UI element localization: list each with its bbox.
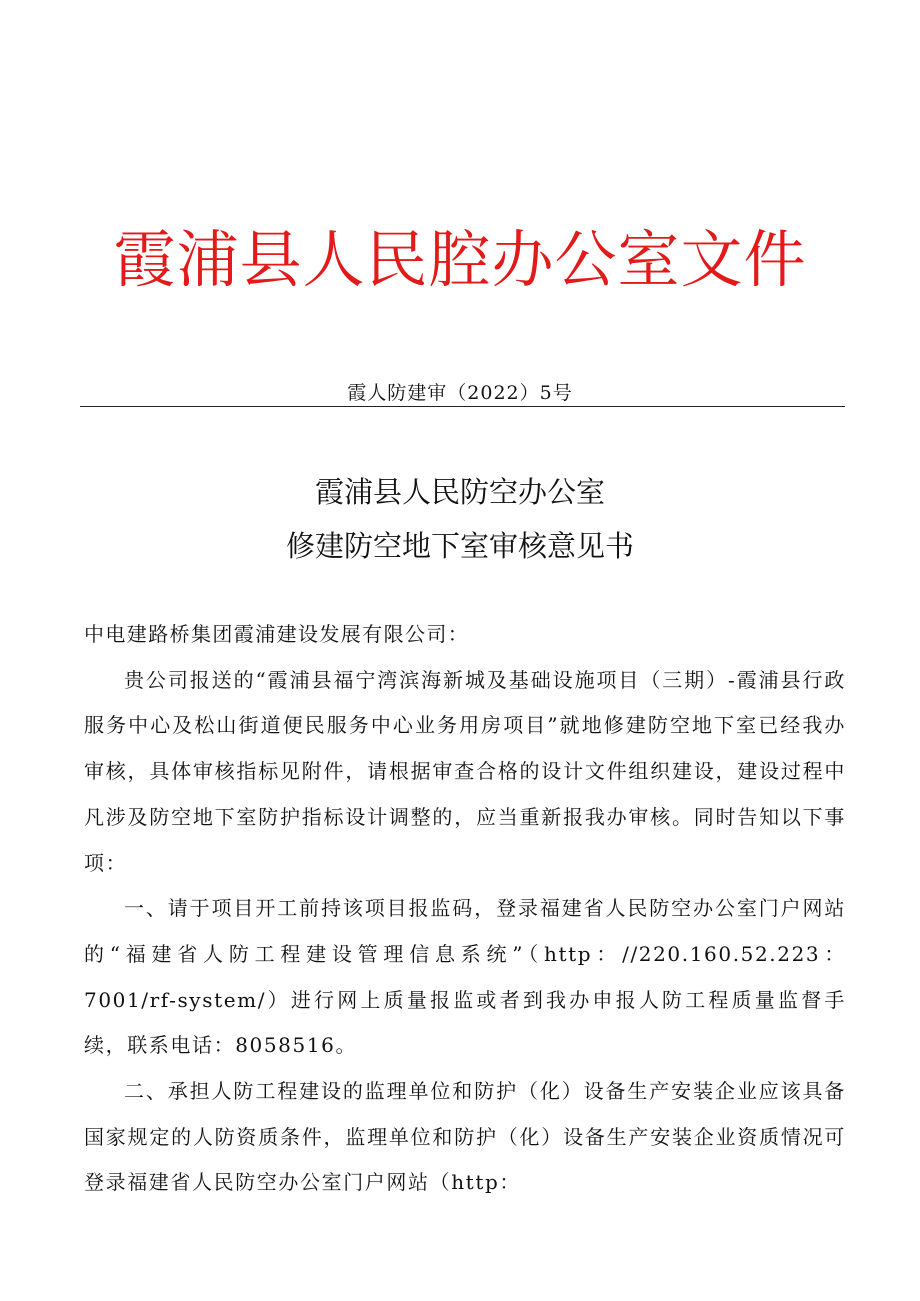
- document-title-line-2: 修建防空地下室审核意见书: [285, 529, 634, 563]
- document-body: [84, 612, 846, 1206]
- body-paragraph-item-1: 一、请于项目开工前持该项目报监码，登录福建省人民防空办公室门户网站的“福建省人防工程建设管理信息系统”（http：//220.160.52.223：7001/rf-system/）进行网上质量报监或者到我办申报人防工程质量监督手续，联系电话：8058516。: [84, 896, 846, 1058]
- body-paragraph-intro: 贵公司报送的“霞浦县福宁湾滨海新城及基础设施项目（三期）-霞浦县行政服务中心及松山街道便民服务中心业务用房项目”就地修建防空地下室已经我办审核，具体审核指标见附件，请根据审查合格的设计文件组织建设，建设过程中凡涉及防空地下室防护指标设计调整的，应当重新报我办审核。同时告知以下事项：: [84, 667, 846, 875]
- header-divider: [80, 406, 845, 407]
- document-number: 霞人防建审（2022）5号: [347, 382, 573, 404]
- document-title-line-1: 霞浦县人民防空办公室: [314, 475, 605, 509]
- salutation: 中电建路桥集团霞浦建设发展有限公司：: [84, 622, 470, 646]
- masthead-title: 霞浦县人民腔办公室文件: [113, 223, 807, 296]
- body-paragraph-item-2: 二、承担人防工程建设的监理单位和防护（化）设备生产安装企业应该具备国家规定的人防资质条件，监理单位和防护（化）设备生产安装企业资质情况可登录福建省人民防空办公室门户网站（http：: [84, 1079, 846, 1195]
